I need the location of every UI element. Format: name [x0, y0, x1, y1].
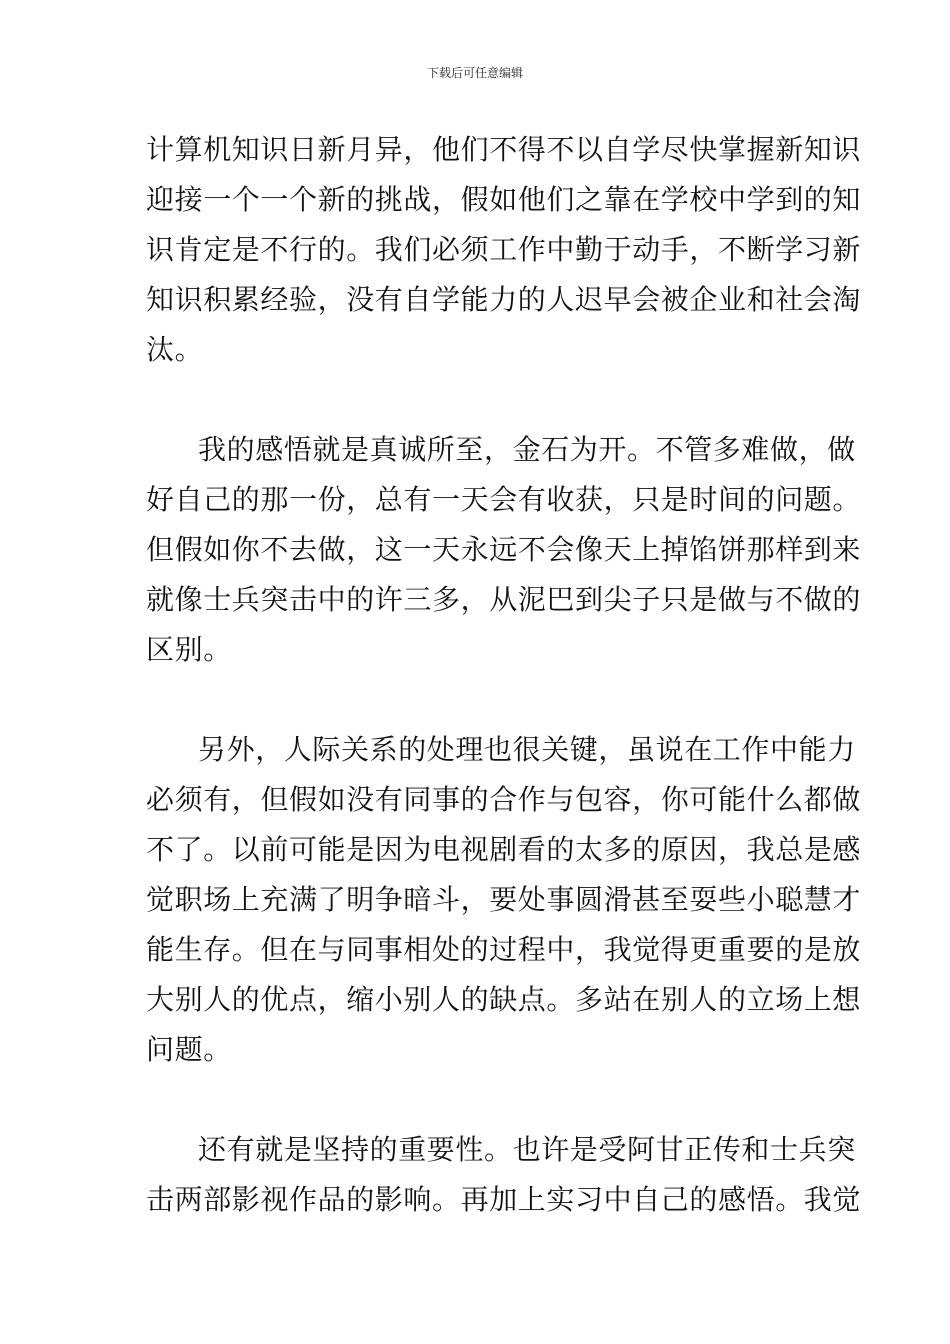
page-header: 下载后可任意编辑 — [426, 66, 523, 80]
text-line: 好自己的那一份，总有一天会有收获，只是时间的问题。 — [146, 483, 862, 516]
text-line: 击两部影视作品的影响。再加上实习中自己的感悟。我觉 — [146, 1183, 862, 1216]
text-line: 必须有，但假如没有同事的合作与包容，你可能什么都做 — [146, 783, 862, 816]
text-line: 还有就是坚持的重要性。也许是受阿甘正传和士兵突 — [198, 1133, 856, 1166]
text-line: 问题。 — [146, 1033, 232, 1066]
text-line: 我的感悟就是真诚所至，金石为开。不管多难做，做 — [198, 433, 856, 466]
text-line: 但假如你不去做，这一天永远不会像天上掉馅饼那样到来 — [146, 533, 862, 566]
text-line: 觉职场上充满了明争暗斗，要处事圆滑甚至耍些小聪慧才 — [146, 883, 862, 916]
text-line: 汰。 — [146, 333, 204, 366]
text-line: 识肯定是不行的。我们必须工作中勤于动手，不断学习新 — [146, 233, 862, 266]
text-line: 计算机知识日新月异，他们不得不以自学尽快掌握新知识 — [146, 133, 862, 166]
text-line: 能生存。但在与同事相处的过程中，我觉得更重要的是放 — [146, 933, 862, 966]
text-line: 区别。 — [146, 633, 232, 666]
text-line: 不了。以前可能是因为电视剧看的太多的原因，我总是感 — [146, 833, 862, 866]
text-line: 就像士兵突击中的许三多，从泥巴到尖子只是做与不做的 — [146, 583, 862, 616]
text-line: 知识积累经验，没有自学能力的人迟早会被企业和社会淘 — [146, 283, 862, 316]
text-line: 另外，人际关系的处理也很关键，虽说在工作中能力 — [198, 733, 856, 766]
text-line: 迎接一个一个新的挑战，假如他们之靠在学校中学到的知 — [146, 183, 862, 216]
text-line: 大别人的优点，缩小别人的缺点。多站在别人的立场上想 — [146, 983, 862, 1016]
